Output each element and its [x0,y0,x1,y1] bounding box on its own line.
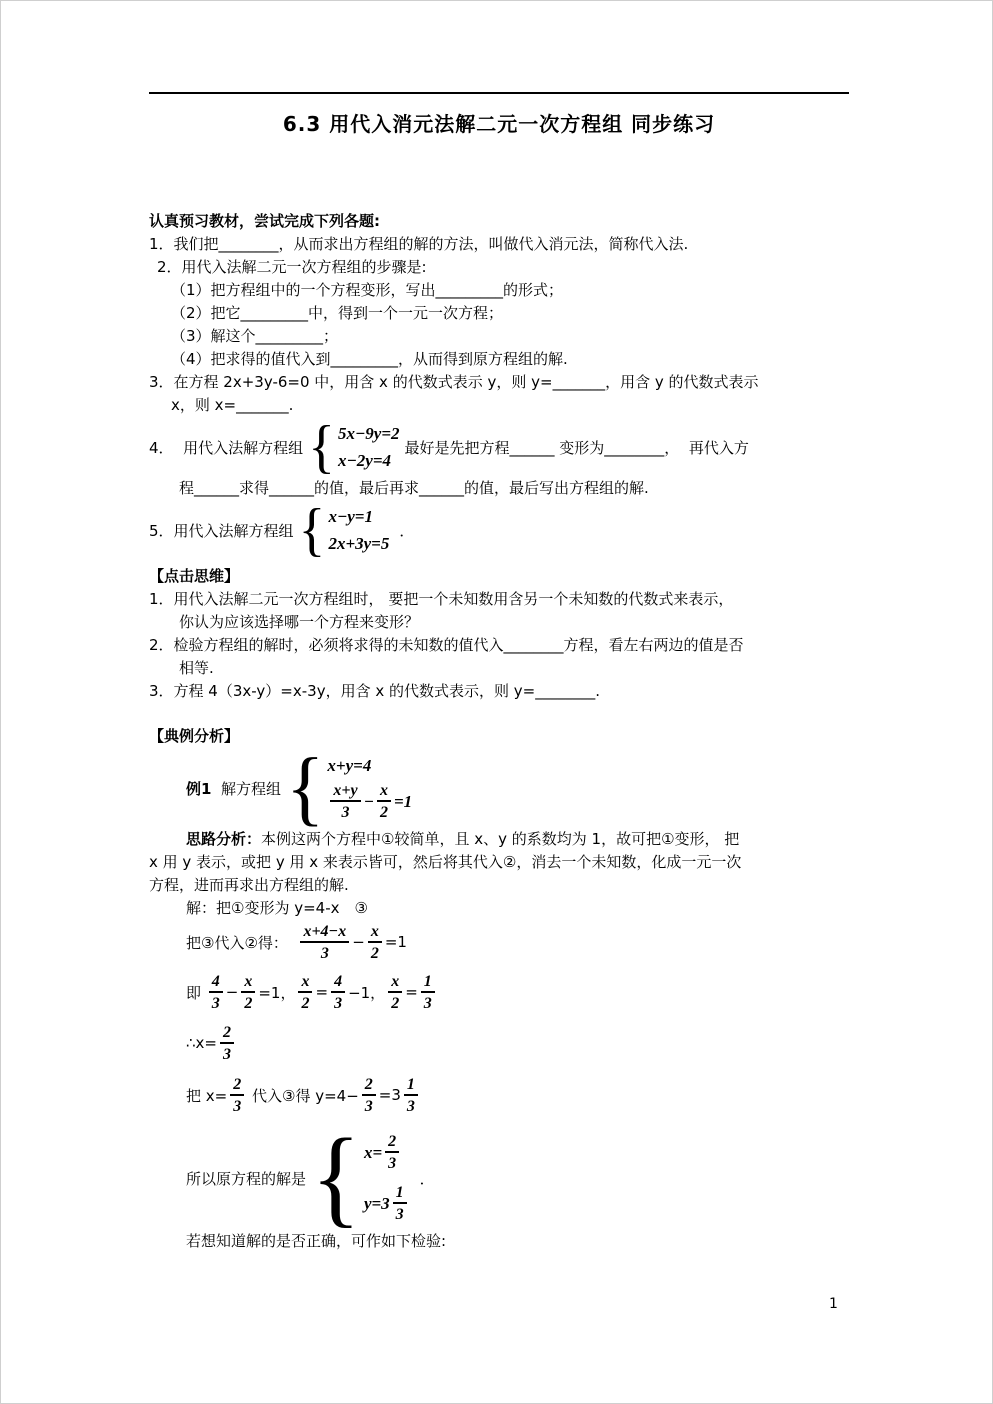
question-5-period: ． [399,521,415,540]
example-1-text: 解方程组 [211,779,281,798]
substitute-step [186,920,849,964]
equations [324,754,412,822]
question-2-step-2: （2）把它_________中，得到一个一元一次方程； [171,304,504,322]
thinking-2-line-2: 相等. [179,659,214,677]
example-1 [186,741,849,835]
math-text: 即 [186,983,206,1002]
fraction: $\frac{4}{3}$ [331,972,345,1013]
math-text: x= [363,1142,383,1162]
analysis-line-2: x 用 y 表示，或把 y 用 x 来表示皆可，然后将其代入②，消去一个未知数，化成一元一次 [149,853,742,871]
equation-1: x−y=1 [328,506,373,526]
question-1: 1．我们把________，从而求出方程组的解的方法，叫做代入消元法，简称代入法. [149,235,689,253]
solution-x [364,1132,410,1173]
fraction: $\frac{x}{2}$ [368,922,382,963]
thinking-2-line-1: 2．检验方程组的解时，必须将求得的未知数的值代入________方程，看左右两边的值是否 [149,636,744,654]
fraction: $\frac{2}{3}$ [220,1023,234,1064]
math-text: =1 [393,791,413,811]
math-text: y=3 [363,1193,390,1213]
question-4 [149,414,849,480]
fraction: $\frac{1}{3}$ [421,972,435,1013]
equation-1: 5x−9y=2 [337,423,400,443]
y-step [186,1072,849,1118]
question-5 [149,497,849,563]
solution-y [364,1183,410,1224]
check-note: 若想知道解的是否正确，可作如下检验: [186,1232,447,1250]
analysis-text: 本例这两个方程中①较简单，且 x、y 的系数均为 1，故可把①变形， 把 [261,830,740,848]
equations [335,422,400,473]
equation-2: 2x+3y=5 [328,533,390,553]
math-text: = [315,983,329,1001]
page-title: 6.3 用代入消元法解二元一次方程组 同步练习 [282,112,716,136]
math-text: − [352,933,365,951]
question-2: 2．用代入法解二元一次方程组的步骤是: [157,258,427,276]
example-heading: 【典例分析】 [149,727,240,745]
fraction: $\frac{x+4-x}{3}$ [300,922,349,963]
fraction: $\frac{x}{2}$ [377,781,391,822]
section-thinking [149,565,849,703]
substitute-math [297,922,407,963]
equation-2 [327,781,412,822]
question-5-prefix: 5．用代入法解方程组 [149,521,294,540]
fraction: $\frac{x+y}{3}$ [330,781,360,822]
fraction: $\frac{1}{3}$ [404,1075,418,1116]
question-2-step-4: （4）把求得的值代入到_________，从而得到原方程组的解. [171,350,568,368]
fraction: $\frac{4}{3}$ [209,972,223,1013]
question-4-prefix: 4． 用代入法解方程组 [149,438,304,457]
thinking-1-line-1: 1．用代入法解二元一次方程组时， 要把一个未知数用含另一个未知数的代数式来表示， [149,590,734,608]
page-number: 1 [829,1296,838,1312]
conclusion [186,1117,849,1238]
question-4-line-2: 程______求得______的值，最后再求______的值，最后写出方程组的解. [179,479,649,497]
conclusion-prefix: 所以原方程的解是 [186,1169,307,1188]
math-text: =1 [384,933,407,951]
substitute-label: 把③代入②得： [186,933,298,952]
preview-heading: 认真预习教材，尝试完成下列各题: [149,212,381,230]
question-4-suffix: 最好是先把方程______ 变形为________， 再代入方 [404,438,749,457]
fraction: $\frac{2}{3}$ [362,1075,376,1116]
section-example [149,725,849,1253]
y-step-math [186,1075,421,1116]
fraction: $\frac{1}{3}$ [393,1183,407,1224]
fraction: $\frac{2}{3}$ [230,1075,244,1116]
question-3-line-1: 3．在方程 2x+3y-6=0 中，用含 x 的代数式表示 y，则 y=_______，用含 y 的代数式表示 [149,373,759,391]
math-text: − [363,791,374,811]
section-preview [149,210,849,563]
solution-system: { x= $\frac{2}{3}$ y=3 $\frac{1}{3}$ [311,1132,410,1224]
question-4-equation-system: { 5x−9y=2 x−2y=4 [308,414,400,480]
fraction: $\frac{2}{3}$ [385,1132,399,1173]
example-1-equation-system: { x+y=4 $\frac{x+y}{3}$ − $\frac{x}{2}$ =1 [286,741,413,835]
math-text: ∴x= [186,1034,217,1052]
question-2-step-1: （1）把方程组中的一个方程变形，写出_________的形式； [171,281,564,299]
simplify-step [186,970,849,1014]
math-text: 代入③得 y=4− [247,1086,359,1105]
math-text: =3 [378,1086,401,1104]
page-content [149,1,849,1253]
question-5-equation-system: { x−y=1 2x+3y=5 [298,497,390,563]
question-3-line-2: x，则 x=_______. [171,396,294,414]
equations [325,505,389,556]
math-text: =1， [258,983,296,1002]
question-2-step-3: （3）解这个_________； [171,327,339,345]
equation-2: x−2y=4 [337,450,392,470]
fraction: $\frac{x}{2}$ [241,972,255,1013]
header-rule [149,92,849,94]
math-text: − [225,983,239,1001]
thinking-1-line-2: 你认为应该选择哪一个方程来变形？ [179,613,420,631]
fraction: $\frac{x}{2}$ [388,972,402,1013]
analysis-line-3: 方程，进而再求出方程组的解. [149,876,349,894]
solve-step-1: 解：把①变形为 y=4-x ③ [186,899,368,917]
x-result-math [186,1023,237,1064]
math-text: = [405,983,418,1001]
simplify-math [186,972,438,1013]
equation-1: x+y=4 [327,756,372,775]
analysis-label: 思路分析： [186,830,262,848]
thinking-3: 3．方程 4（3x-y）=x-3y，用含 x 的代数式表示，则 y=________. [149,682,600,700]
math-text: −1， [348,983,386,1002]
thinking-heading: 【点击思维】 [149,567,240,585]
math-text: 把 x= [186,1086,228,1105]
conclusion-period: ． [419,1169,435,1188]
x-result-step [186,1020,849,1066]
equations [361,1132,410,1224]
example-1-label: 例1 [186,779,212,798]
fraction: $\frac{x}{2}$ [298,972,312,1013]
